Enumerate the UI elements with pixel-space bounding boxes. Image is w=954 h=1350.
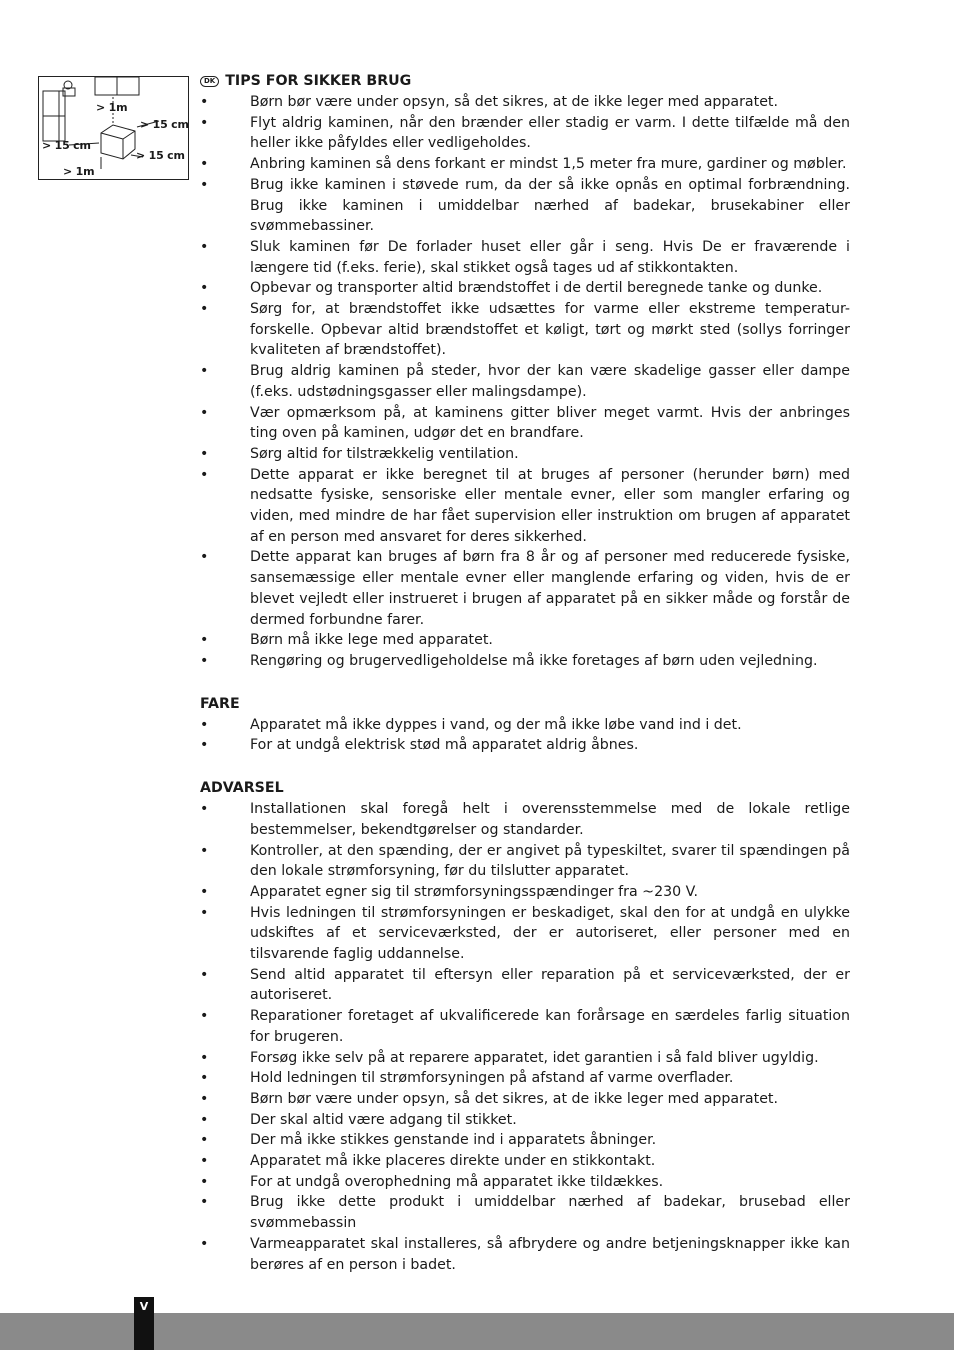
list-item (200, 903, 850, 965)
list-item-text: Vær opmærksom på, at kaminens gitter bliver meget varmt. Hvis der anbringes ting oven på kaminen, udgør det en brandfare. (250, 404, 850, 442)
list-item-text: Apparatet må ikke placeres direkte under en stikkontakt. (250, 1153, 656, 1170)
bullet-icon: • (200, 94, 209, 110)
list-item-text: Varmeapparatet skal installeres, så afbrydere og andre betjeningsknapper ikke kan berøres af en person i badet. (250, 1235, 850, 1273)
list-item (200, 403, 850, 444)
bullet-icon: • (200, 842, 209, 859)
bullet-icon: • (200, 156, 209, 173)
tips-heading (200, 71, 850, 92)
list-item-text: For at undgå elektrisk stød må apparatet aldrig åbnes. (250, 737, 639, 754)
list-item (200, 237, 850, 278)
advarsel-list (200, 799, 850, 1275)
clearance-side-label: > 15 cm (136, 149, 185, 162)
clearance-left-label: > 15 cm (42, 139, 91, 152)
bullet-icon: • (200, 1070, 209, 1087)
language-badge: DK (200, 76, 219, 87)
clearance-top-label: > 1m (96, 101, 128, 114)
page-number-tab (134, 1297, 154, 1350)
advarsel-title: ADVARSEL (200, 780, 284, 797)
list-item (200, 113, 850, 154)
list-item-text: Installationen skal foregå helt i overensstemmelse med de lokale retlige bestemmelser, bekendtgørelser og standarder. (250, 801, 850, 838)
list-item (200, 175, 850, 237)
list-item-text: For at undgå overophedning må apparatet ikke tildækkes. (250, 1173, 664, 1190)
bullet-icon: • (200, 114, 209, 131)
list-item-text: Anbring kaminen så dens forkant er mindst 1,5 meter fra mure, gardiner og møbler. (250, 156, 847, 173)
bullet-icon: • (200, 1090, 209, 1107)
list-item (200, 299, 850, 361)
bullet-icon: • (200, 966, 209, 983)
list-item (200, 1130, 850, 1151)
safety-content (200, 71, 850, 1275)
bullet-icon: • (200, 1235, 209, 1252)
bullet-icon: • (200, 445, 209, 462)
list-item-text: Dette apparat kan bruges af børn fra 8 år og af personer med reducerede fysiske, sansemæssige eller mentale evner eller manglende erfaring og viden, hvis de er blevet vejledt eller instrueret i brugen af apparatet på en sikker måde og forstår de dermed forbundne farer. (250, 549, 850, 628)
list-item (200, 1048, 850, 1069)
list-item-text: Rengøring og brugervedligeholdelse må ikke foretages af børn uden vejledning. (250, 652, 818, 669)
bullet-icon: • (200, 301, 209, 318)
list-item (200, 841, 850, 882)
list-item-text: Sørg for, at brændstoffet ikke udsættes for varme eller ekstreme temperatur-forskelle. Opbevar altid brændstoffet et køligt, tørt og mørkt sted (sollys forringer kvaliteten af brændstoffet). (250, 301, 850, 359)
list-item (200, 444, 850, 465)
list-item-text: Sluk kaminen før De forlader huset eller går i seng. Hvis De er fraværende i længere tid (f.eks. ferie), skal stikket også tages ud af stikkontakten. (250, 238, 850, 276)
bullet-icon: • (200, 280, 209, 297)
tips-list (200, 92, 850, 672)
list-item-text: Børn må ikke lege med apparatet. (250, 632, 493, 649)
bullet-icon: • (200, 1194, 209, 1211)
list-item-text: Der skal altid være adgang til stikket. (250, 1111, 517, 1128)
fare-list (200, 715, 850, 756)
list-item (200, 1172, 850, 1193)
clearance-diagram (38, 76, 189, 180)
list-item-text: Dette apparat er ikke beregnet til at bruges af personer (herunder børn) med nedsatte fysiske, sensoriske eller mentale evner, eller som mangler erfaring og viden, med mindre de har fået supervision eller instruktion om brugen af apparatet af en person med ansvaret for deres sikkerhed. (250, 466, 850, 545)
list-item (200, 799, 850, 840)
list-item (200, 1234, 850, 1275)
bullet-icon: • (200, 652, 209, 669)
bullet-icon: • (200, 1132, 209, 1149)
list-item-text: Send altid apparatet til eftersyn eller reparation på et serviceværksted, der er autoriseret. (250, 966, 850, 1004)
list-item (200, 278, 850, 299)
bullet-icon: • (200, 632, 209, 649)
list-item (200, 1192, 850, 1233)
list-item (200, 1151, 850, 1172)
list-item-text: Flyt aldrig kaminen, når den brænder eller stadig er varm. I dette tilfælde må den heller ikke påfyldes eller vedligeholdes. (250, 114, 850, 152)
list-item (200, 882, 850, 903)
bullet-icon: • (200, 363, 209, 380)
list-item-text: Forsøg ikke selv på at reparere apparatet, idet garantien i så fald bliver ugyldig. (250, 1049, 819, 1066)
fare-title: FARE (200, 695, 240, 712)
list-item-text: Sørg altid for tilstrækkelig ventilation. (250, 445, 519, 462)
bullet-icon: • (200, 716, 209, 733)
list-item (200, 1089, 850, 1110)
bullet-icon: • (200, 904, 209, 921)
bullet-icon: • (200, 1153, 209, 1170)
list-item-text: Apparatet må ikke dyppes i vand, og der må ikke løbe vand ind i det. (250, 716, 742, 733)
tips-title: TIPS FOR SIKKER BRUG (225, 73, 412, 90)
list-item-text: Børn bør være under opsyn, så det sikres, at de ikke leger med apparatet. (250, 94, 778, 110)
bullet-icon: • (200, 238, 209, 255)
list-item (200, 715, 850, 736)
list-item (200, 547, 850, 630)
bullet-icon: • (200, 737, 209, 754)
clearance-front-label: > 1m (63, 165, 95, 178)
bullet-icon: • (200, 801, 209, 818)
bullet-icon: • (200, 466, 209, 483)
list-item (200, 465, 850, 548)
list-item (200, 630, 850, 651)
list-item-text: Brug ikke kaminen i støvede rum, da der så ikke opnås en optimal forbrændning. Brug ikke kaminen i umiddelbar nærhed af badekar, brusekabiner eller svømmebassiner. (250, 176, 850, 235)
list-item-text: Brug aldrig kaminen på steder, hvor der kan være skadelige gasser eller dampe (f.eks. udstødningsgasser eller malingsdampe). (250, 363, 850, 400)
list-item (200, 361, 850, 402)
clearance-right-label: > 15 cm (140, 118, 189, 131)
list-item (200, 92, 850, 113)
page-number: V (139, 1300, 149, 1313)
list-item-text: Reparationer foretaget af ukvalificerede kan forårsage en særdeles farlig situation for brugeren. (250, 1008, 850, 1045)
list-item-text: Opbevar og transporter altid brændstoffet i de dertil beregnede tanke og dunke. (250, 280, 823, 297)
bullet-icon: • (200, 1111, 209, 1128)
list-item-text: Kontroller, at den spænding, der er angivet på typeskiltet, svarer til spændingen på den lokale strømforsyning, før du tilslutter apparatet. (250, 842, 850, 880)
list-item (200, 651, 850, 672)
list-item-text: Apparatet egner sig til strømforsyningsspændinger fra ~230 V. (250, 883, 699, 900)
list-item (200, 154, 850, 175)
bullet-icon: • (200, 404, 209, 421)
list-item-text: Der må ikke stikkes genstande ind i apparatets åbninger. (250, 1132, 657, 1149)
bullet-icon: • (200, 1049, 209, 1066)
list-item (200, 965, 850, 1006)
list-item (200, 1068, 850, 1089)
bullet-icon: • (200, 549, 209, 566)
bullet-icon: • (200, 1173, 209, 1190)
bullet-icon: • (200, 176, 209, 193)
list-item (200, 1110, 850, 1131)
bullet-icon: • (200, 883, 209, 900)
list-item (200, 735, 850, 756)
bullet-icon: • (200, 1008, 209, 1025)
list-item (200, 1006, 850, 1047)
list-item-text: Hvis ledningen til strømforsyningen er beskadiget, skal den for at undgå en ulykke udskiftes af et serviceværksted, der er autoriseret, eller personer med en tilsvarende faglig uddannelse. (250, 904, 850, 963)
list-item-text: Børn bør være under opsyn, så det sikres, at de ikke leger med apparatet. (250, 1090, 778, 1107)
list-item-text: Brug ikke dette produkt i umiddelbar nærhed af badekar, brusebad eller svømmebassin (250, 1194, 850, 1232)
list-item-text: Hold ledningen til strømforsyningen på afstand af varme overflader. (250, 1070, 734, 1087)
